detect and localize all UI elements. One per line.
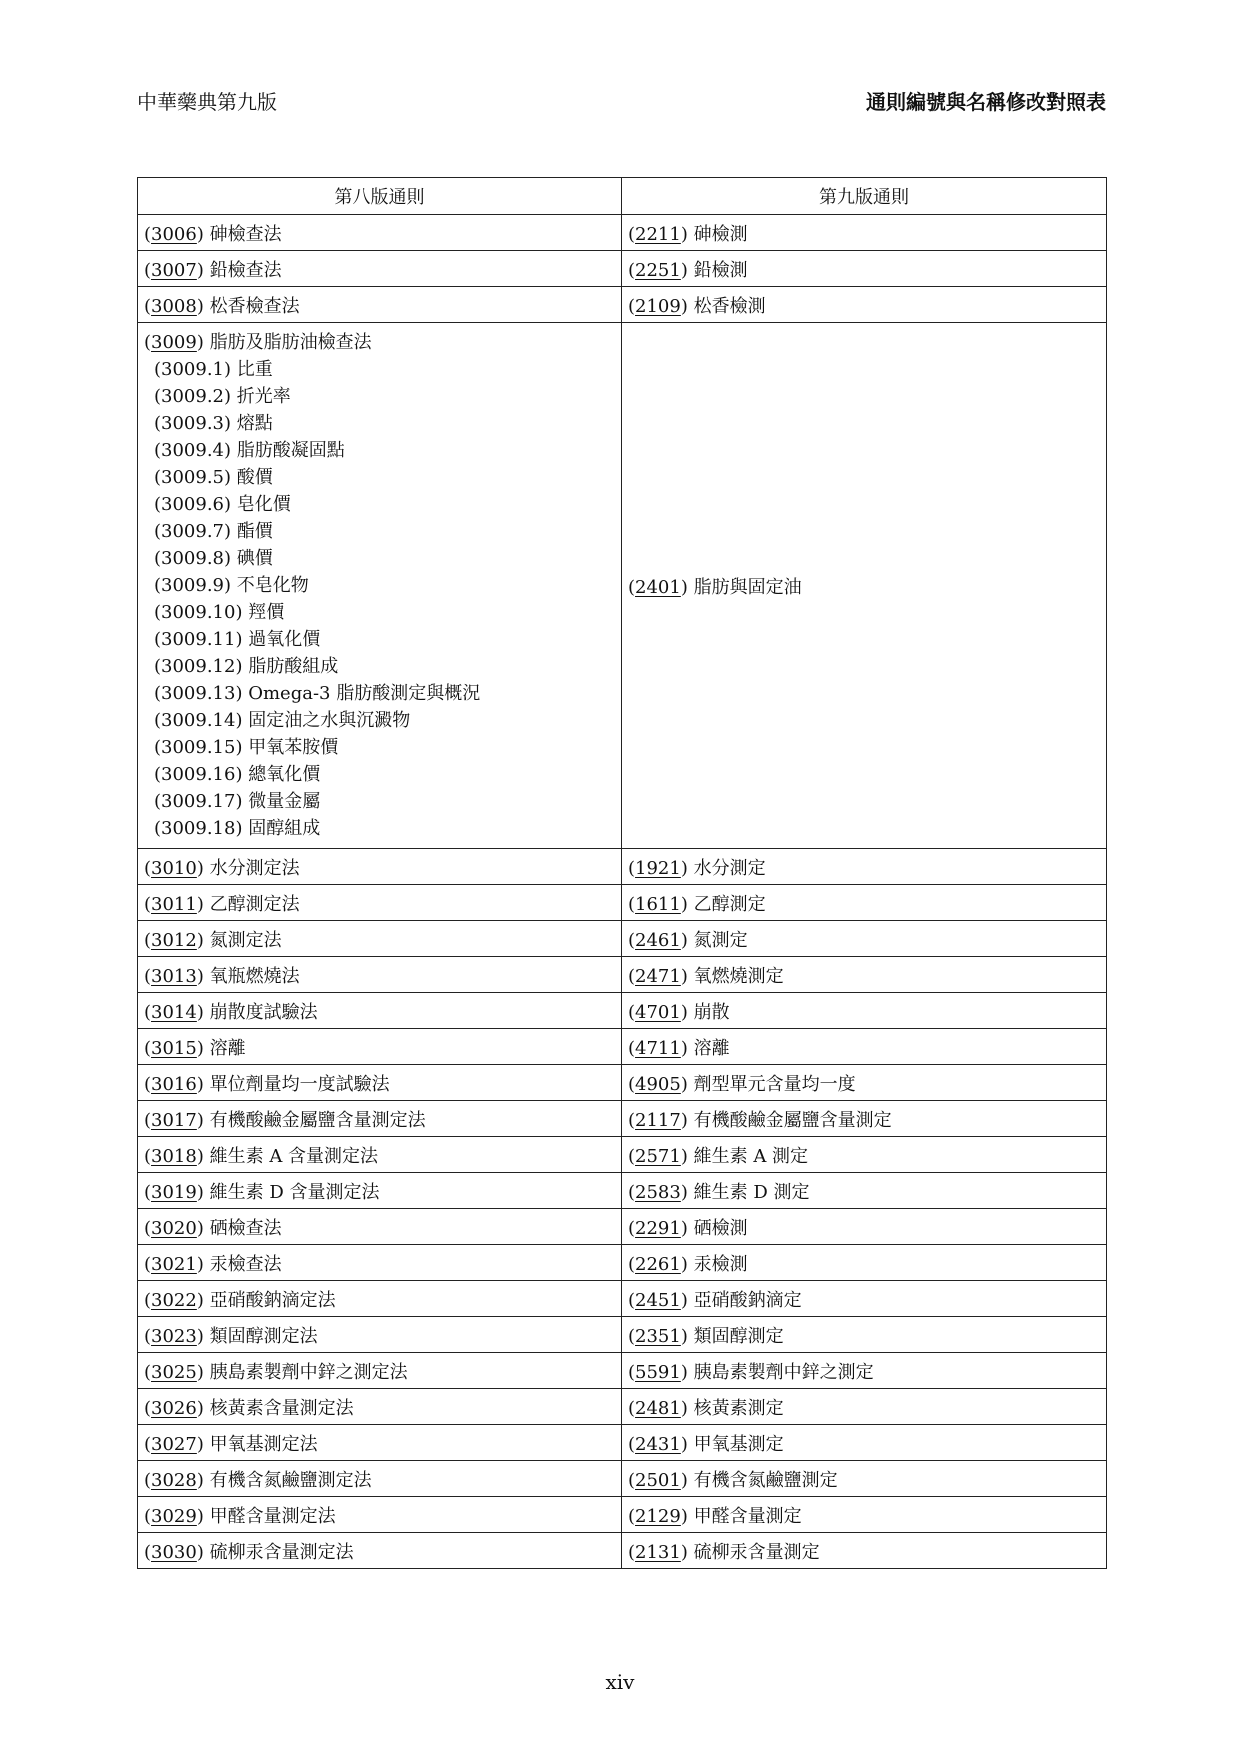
subitem-name: 皂化價 [236, 494, 291, 515]
fat-subitem: (3009.6) 皂化價 [154, 494, 291, 515]
old-chapter-cell: (3008) 松香檢查法 [138, 287, 622, 323]
comparison-table [137, 177, 1107, 1569]
new-name: 松香檢測 [693, 295, 766, 317]
subitem-code: 3009.13 [161, 683, 236, 704]
old-code: 3022 [151, 1289, 197, 1311]
old-code: 3014 [151, 1001, 197, 1023]
table-row-fats [138, 323, 1107, 849]
old-chapter-cell: (3029) 甲醛含量測定法 [138, 1497, 622, 1533]
table-row [138, 1101, 1107, 1137]
new-code: 2471 [635, 965, 681, 987]
old-name: 氧瓶燃燒法 [209, 965, 300, 987]
old-code: 3017 [151, 1109, 197, 1131]
new-code: 4711 [635, 1037, 681, 1059]
new-code: 2481 [635, 1397, 681, 1419]
column-header-9th-edition: 第九版通則 [622, 178, 1107, 215]
old-code: 3027 [151, 1433, 197, 1455]
new-name: 維生素 D 測定 [693, 1181, 810, 1203]
subitem-name: 脂肪酸凝固點 [236, 440, 345, 461]
old-code: 3023 [151, 1325, 197, 1347]
new-name: 亞硝酸鈉滴定 [693, 1289, 802, 1311]
old-name: 有機含氮鹼鹽測定法 [209, 1469, 372, 1491]
old-chapter-cell: (3010) 水分測定法 [138, 849, 622, 885]
new-chapter-cell: (2109) 松香檢測 [622, 287, 1107, 323]
new-chapter-cell: (2501) 有機含氮鹼鹽測定 [622, 1461, 1107, 1497]
old-code: 3025 [151, 1361, 197, 1383]
old-code: 3012 [151, 929, 197, 951]
old-chapter-cell: (3027) 甲氧基測定法 [138, 1425, 622, 1461]
new-name: 脂肪與固定油 [693, 576, 802, 598]
new-chapter-cell: (2291) 硒檢測 [622, 1209, 1107, 1245]
old-name: 砷檢查法 [209, 223, 282, 245]
subitem-code: 3009.18 [161, 818, 236, 839]
old-name: 核黃素含量測定法 [209, 1397, 354, 1419]
old-code: 3007 [151, 259, 197, 281]
new-name: 汞檢測 [693, 1253, 748, 1275]
new-name: 氧燃燒測定 [693, 965, 784, 987]
new-name: 有機含氮鹼鹽測定 [693, 1469, 838, 1491]
old-code: 3008 [151, 295, 197, 317]
subitem-name: 甲氧苯胺價 [248, 737, 339, 758]
fat-subitem: (3009.9) 不皂化物 [154, 575, 309, 596]
table-row [138, 1281, 1107, 1317]
subitem-name: 固定油之水與沉澱物 [248, 710, 411, 731]
old-chapter-cell: (3017) 有機酸鹼金屬鹽含量測定法 [138, 1101, 622, 1137]
new-code: 2131 [635, 1541, 681, 1563]
new-code: 2501 [635, 1469, 681, 1491]
new-chapter-cell: (2451) 亞硝酸鈉滴定 [622, 1281, 1107, 1317]
old-code: 3021 [151, 1253, 197, 1275]
subitem-name: 酯價 [236, 521, 273, 542]
fat-subitem: (3009.13) Omega-3 脂肪酸測定與概況 [154, 683, 481, 704]
fat-subitem: (3009.3) 熔點 [154, 413, 273, 434]
subitem-name: 碘價 [236, 548, 273, 569]
new-chapter-cell: (2583) 維生素 D 測定 [622, 1173, 1107, 1209]
new-code: 1921 [635, 857, 681, 879]
new-chapter-cell: (2211) 砷檢測 [622, 215, 1107, 251]
old-chapter-cell: (3023) 類固醇測定法 [138, 1317, 622, 1353]
subitem-code: 3009.12 [161, 656, 236, 677]
header-book-title: 中華藥典第九版 [137, 90, 277, 114]
table-row [138, 1317, 1107, 1353]
old-chapter-cell: (3012) 氮測定法 [138, 921, 622, 957]
table-row [138, 215, 1107, 251]
old-name: 維生素 D 含量測定法 [209, 1181, 380, 1203]
new-chapter-cell: (2471) 氧燃燒測定 [622, 957, 1107, 993]
new-chapter-cell: (2129) 甲醛含量測定 [622, 1497, 1107, 1533]
subitem-name: 折光率 [236, 386, 291, 407]
old-code: 3018 [151, 1145, 197, 1167]
table-row [138, 1245, 1107, 1281]
old-code: 3010 [151, 857, 197, 879]
new-name: 氮測定 [693, 929, 748, 951]
new-name: 溶離 [693, 1037, 730, 1059]
header-section-title: 通則編號與名稱修改對照表 [866, 90, 1106, 114]
table-row [138, 921, 1107, 957]
old-chapter-cell: (3015) 溶離 [138, 1029, 622, 1065]
fat-subitem: (3009.18) 固醇組成 [154, 818, 321, 839]
new-name: 水分測定 [693, 857, 766, 879]
old-chapter-cell: (3018) 維生素 A 含量測定法 [138, 1137, 622, 1173]
subitem-name: 微量金屬 [248, 791, 321, 812]
table-row [138, 849, 1107, 885]
old-name: 鉛檢查法 [209, 259, 282, 281]
subitem-code: 3009.4 [161, 440, 225, 461]
table-row [138, 287, 1107, 323]
table-row [138, 1389, 1107, 1425]
old-chapter-cell: (3016) 單位劑量均一度試驗法 [138, 1065, 622, 1101]
new-code: 2451 [635, 1289, 681, 1311]
old-name: 單位劑量均一度試驗法 [209, 1073, 390, 1095]
table-row [138, 1461, 1107, 1497]
new-chapter-cell: (2261) 汞檢測 [622, 1245, 1107, 1281]
old-name: 氮測定法 [209, 929, 282, 951]
new-name: 類固醇測定 [693, 1325, 784, 1347]
fat-subitem: (3009.8) 碘價 [154, 548, 273, 569]
fat-subitem: (3009.16) 總氧化價 [154, 764, 321, 785]
fat-subitem: (3009.1) 比重 [154, 359, 273, 380]
old-code: 3011 [151, 893, 197, 915]
subitem-code: 3009.8 [161, 548, 225, 569]
old-code: 3015 [151, 1037, 197, 1059]
subitem-code: 3009.3 [161, 413, 225, 434]
new-code: 2431 [635, 1433, 681, 1455]
new-chapter-cell: (2571) 維生素 A 測定 [622, 1137, 1107, 1173]
subitem-name: 酸價 [236, 467, 273, 488]
subitem-name: Omega-3 脂肪酸測定與概況 [248, 683, 481, 704]
fat-subitem: (3009.4) 脂肪酸凝固點 [154, 440, 345, 461]
fat-subitem: (3009.15) 甲氧苯胺價 [154, 737, 339, 758]
new-code: 2461 [635, 929, 681, 951]
old-chapter-cell: (3014) 崩散度試驗法 [138, 993, 622, 1029]
new-name: 劑型單元含量均一度 [693, 1073, 856, 1095]
old-name: 亞硝酸鈉滴定法 [209, 1289, 336, 1311]
old-chapter-cell: (3011) 乙醇測定法 [138, 885, 622, 921]
new-name: 甲氧基測定 [693, 1433, 784, 1455]
old-code: 3020 [151, 1217, 197, 1239]
fat-subitem: (3009.12) 脂肪酸組成 [154, 656, 339, 677]
new-chapter-cell: (4701) 崩散 [622, 993, 1107, 1029]
new-name: 有機酸鹼金屬鹽含量測定 [693, 1109, 892, 1131]
old-chapter-cell: (3020) 硒檢查法 [138, 1209, 622, 1245]
old-code: 3029 [151, 1505, 197, 1527]
new-code: 2583 [635, 1181, 681, 1203]
table-row [138, 993, 1107, 1029]
table-body [138, 215, 1107, 1569]
old-name: 溶離 [209, 1037, 246, 1059]
subitem-code: 3009.6 [161, 494, 225, 515]
new-name: 核黃素測定 [693, 1397, 784, 1419]
old-chapter-cell: (3025) 胰島素製劑中鋅之測定法 [138, 1353, 622, 1389]
old-code: 3009 [151, 332, 197, 353]
table-row [138, 1533, 1107, 1569]
new-chapter-cell: (2351) 類固醇測定 [622, 1317, 1107, 1353]
new-name: 鉛檢測 [693, 259, 748, 281]
table-row [138, 1353, 1107, 1389]
subitem-code: 3009.11 [161, 629, 236, 650]
new-chapter-cell: (4905) 劑型單元含量均一度 [622, 1065, 1107, 1101]
subitem-code: 3009.15 [161, 737, 236, 758]
old-chapter-cell: (3022) 亞硝酸鈉滴定法 [138, 1281, 622, 1317]
old-name: 類固醇測定法 [209, 1325, 318, 1347]
new-chapter-cell: (5591) 胰島素製劑中鋅之測定 [622, 1353, 1107, 1389]
subitem-name: 不皂化物 [236, 575, 309, 596]
old-chapter-cell: (3019) 維生素 D 含量測定法 [138, 1173, 622, 1209]
old-chapter-cell: (3013) 氧瓶燃燒法 [138, 957, 622, 993]
new-name: 維生素 A 測定 [693, 1145, 809, 1167]
new-code: 2129 [635, 1505, 681, 1527]
new-name: 硒檢測 [693, 1217, 748, 1239]
old-name: 硒檢查法 [209, 1217, 282, 1239]
table-row [138, 251, 1107, 287]
new-code: 4905 [635, 1073, 681, 1095]
fat-chapter-title: (3009) 脂肪及脂肪油檢查法 [144, 332, 372, 353]
old-name: 維生素 A 含量測定法 [209, 1145, 379, 1167]
subitem-name: 總氧化價 [248, 764, 321, 785]
old-name: 松香檢查法 [209, 295, 300, 317]
new-name: 乙醇測定 [693, 893, 766, 915]
new-name: 硫柳汞含量測定 [693, 1541, 820, 1563]
old-name: 水分測定法 [209, 857, 300, 879]
old-chapter-cell: (3026) 核黃素含量測定法 [138, 1389, 622, 1425]
subitem-code: 3009.16 [161, 764, 236, 785]
old-name: 乙醇測定法 [209, 893, 300, 915]
subitem-name: 過氧化價 [248, 629, 321, 650]
subitem-code: 3009.14 [161, 710, 236, 731]
old-name: 胰島素製劑中鋅之測定法 [209, 1361, 408, 1383]
subitem-name: 熔點 [236, 413, 273, 434]
new-chapter-cell: (2131) 硫柳汞含量測定 [622, 1533, 1107, 1569]
new-code: 5591 [635, 1361, 681, 1383]
subitem-code: 3009.2 [161, 386, 225, 407]
fat-subitem: (3009.14) 固定油之水與沉澱物 [154, 710, 411, 731]
old-chapter-cell: (3006) 砷檢查法 [138, 215, 622, 251]
table-row [138, 1065, 1107, 1101]
new-name: 崩散 [693, 1001, 730, 1023]
fat-subitem: (3009.11) 過氧化價 [154, 629, 321, 650]
old-name: 汞檢查法 [209, 1253, 282, 1275]
table-row [138, 1425, 1107, 1461]
new-code: 2401 [635, 576, 681, 598]
old-code: 3030 [151, 1541, 197, 1563]
fat-subitem: (3009.17) 微量金屬 [154, 791, 321, 812]
subitem-code: 3009.5 [161, 467, 225, 488]
table-row [138, 1209, 1107, 1245]
new-name: 胰島素製劑中鋅之測定 [693, 1361, 874, 1383]
new-code: 2117 [635, 1109, 681, 1131]
old-code: 3019 [151, 1181, 197, 1203]
fat-subitem-list [144, 356, 615, 848]
subitem-name: 脂肪酸組成 [248, 656, 339, 677]
new-chapter-cell: (2481) 核黃素測定 [622, 1389, 1107, 1425]
page-number: xiv [605, 1670, 635, 1694]
new-chapter-cell: (2117) 有機酸鹼金屬鹽含量測定 [622, 1101, 1107, 1137]
subitem-code: 3009.7 [161, 521, 225, 542]
subitem-code: 3009.9 [161, 575, 225, 596]
new-code: 2251 [635, 259, 681, 281]
subitem-code: 3009.10 [161, 602, 236, 623]
new-code: 2261 [635, 1253, 681, 1275]
fat-subitem: (3009.2) 折光率 [154, 386, 291, 407]
table-row [138, 885, 1107, 921]
new-code: 2109 [635, 295, 681, 317]
old-code: 3026 [151, 1397, 197, 1419]
new-chapter-cell: (2401) 脂肪與固定油 [622, 323, 1107, 849]
table-row [138, 1497, 1107, 1533]
new-code: 2351 [635, 1325, 681, 1347]
old-code: 3016 [151, 1073, 197, 1095]
subitem-name: 比重 [236, 359, 273, 380]
table-header-row [138, 178, 1107, 215]
table-row [138, 957, 1107, 993]
new-chapter-cell: (1611) 乙醇測定 [622, 885, 1107, 921]
table-row [138, 1173, 1107, 1209]
fat-subitem: (3009.10) 羥價 [154, 602, 285, 623]
new-chapter-cell: (2251) 鉛檢測 [622, 251, 1107, 287]
fat-subitem: (3009.7) 酯價 [154, 521, 273, 542]
table-row [138, 1029, 1107, 1065]
column-header-8th-edition: 第八版通則 [138, 178, 622, 215]
old-chapter-cell: (3007) 鉛檢查法 [138, 251, 622, 287]
old-code: 3013 [151, 965, 197, 987]
subitem-name: 羥價 [248, 602, 285, 623]
old-chapter-cell [138, 323, 622, 849]
new-code: 2291 [635, 1217, 681, 1239]
old-code: 3028 [151, 1469, 197, 1491]
new-name: 甲醛含量測定 [693, 1505, 802, 1527]
new-code: 2571 [635, 1145, 681, 1167]
new-name: 砷檢測 [693, 223, 748, 245]
new-chapter-cell: (1921) 水分測定 [622, 849, 1107, 885]
subitem-code: 3009.17 [161, 791, 236, 812]
old-code: 3006 [151, 223, 197, 245]
old-chapter-cell: (3021) 汞檢查法 [138, 1245, 622, 1281]
old-name: 硫柳汞含量測定法 [209, 1541, 354, 1563]
fat-subitem: (3009.5) 酸價 [154, 467, 273, 488]
old-chapter-cell: (3028) 有機含氮鹼鹽測定法 [138, 1461, 622, 1497]
subitem-code: 3009.1 [161, 359, 225, 380]
new-code: 1611 [635, 893, 681, 915]
old-name: 有機酸鹼金屬鹽含量測定法 [209, 1109, 426, 1131]
old-name: 甲醛含量測定法 [209, 1505, 336, 1527]
old-name: 脂肪及脂肪油檢查法 [209, 332, 372, 353]
old-name: 甲氧基測定法 [209, 1433, 318, 1455]
subitem-name: 固醇組成 [248, 818, 321, 839]
new-code: 2211 [635, 223, 681, 245]
table-row [138, 1137, 1107, 1173]
old-name: 崩散度試驗法 [209, 1001, 318, 1023]
new-chapter-cell: (4711) 溶離 [622, 1029, 1107, 1065]
new-chapter-cell: (2431) 甲氧基測定 [622, 1425, 1107, 1461]
new-chapter-cell: (2461) 氮測定 [622, 921, 1107, 957]
old-chapter-cell: (3030) 硫柳汞含量測定法 [138, 1533, 622, 1569]
new-code: 4701 [635, 1001, 681, 1023]
